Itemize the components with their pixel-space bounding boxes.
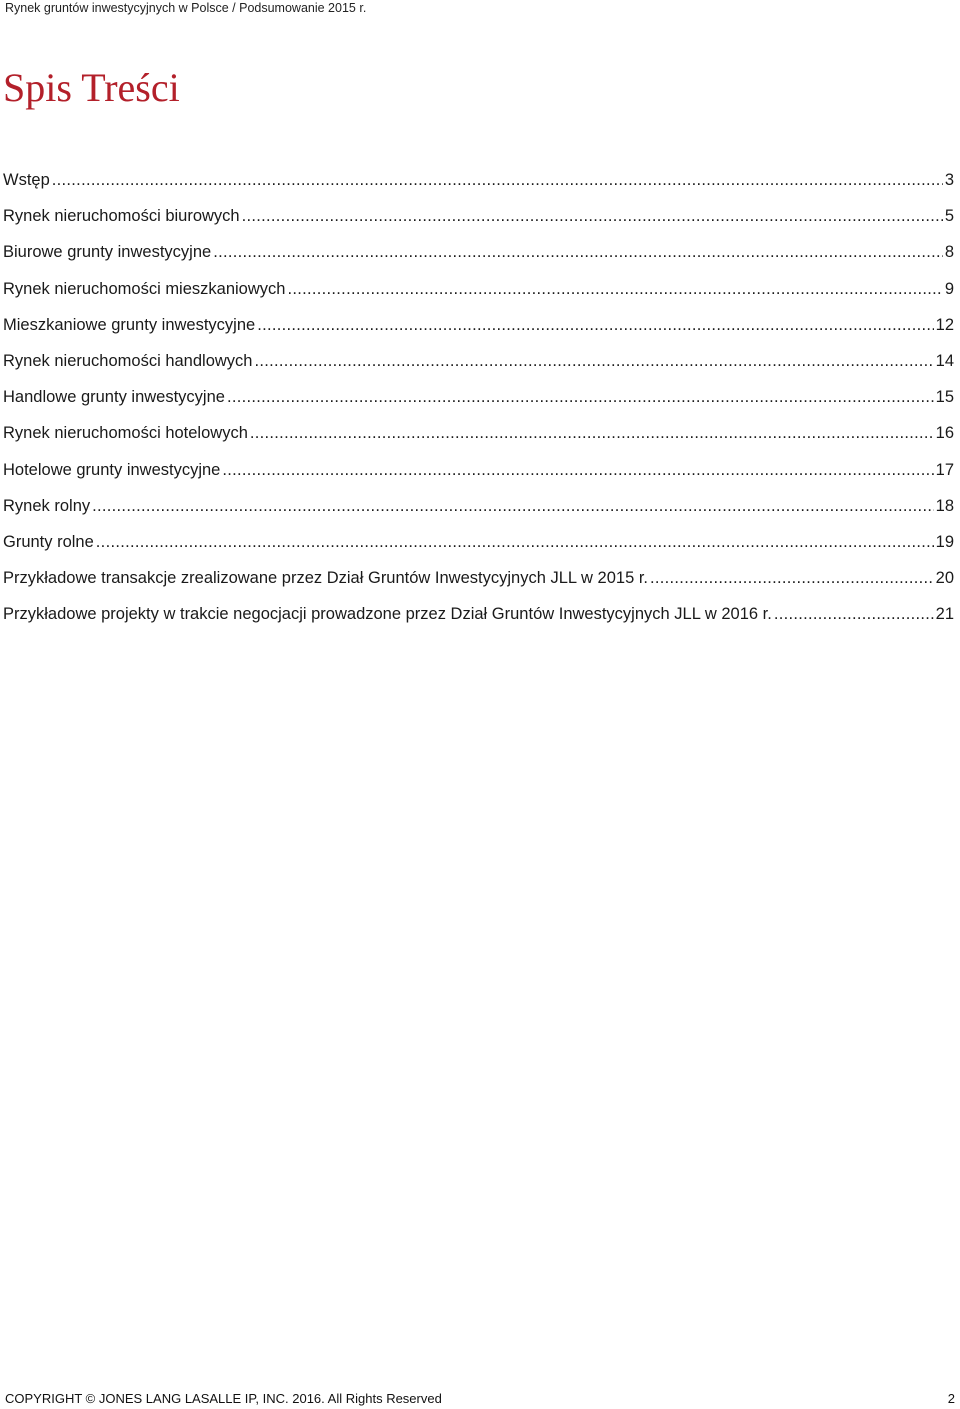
toc-dot-leader bbox=[650, 560, 934, 596]
toc-entry-label: Przykładowe transakcje zrealizowane przez Dział Gruntów Inwestycyjnych JLL w 2015 r. bbox=[3, 569, 648, 588]
toc-dot-leader bbox=[242, 198, 943, 234]
toc-dot-leader bbox=[52, 162, 943, 198]
toc-entry-label: Przykładowe projekty w trakcie negocjacji prowadzone przez Dział Gruntów Inwestycyjnych JLL w 2016 r. bbox=[3, 605, 772, 624]
toc-dot-leader bbox=[250, 415, 934, 451]
toc-entry-label: Mieszkaniowe grunty inwestycyjne bbox=[3, 315, 256, 334]
toc-entry-page: 20 bbox=[935, 569, 954, 588]
toc-dot-leader bbox=[774, 596, 934, 632]
toc-entry-page: 14 bbox=[935, 351, 954, 370]
toc-entry-page: 19 bbox=[935, 532, 954, 551]
toc-entry-page: 12 bbox=[935, 315, 954, 334]
toc-entry-page: 16 bbox=[935, 424, 954, 443]
toc-dot-leader bbox=[257, 307, 933, 343]
toc-entry-label: Rynek nieruchomości handlowych bbox=[3, 351, 253, 370]
toc-entry-page: 5 bbox=[944, 207, 954, 226]
toc-entry-label: Rynek nieruchomości hotelowych bbox=[3, 424, 248, 443]
toc-entry[interactable] bbox=[3, 415, 954, 451]
toc-entry[interactable] bbox=[3, 524, 954, 560]
page-number: 2 bbox=[947, 1391, 955, 1406]
toc-dot-leader bbox=[227, 379, 934, 415]
toc-entry[interactable] bbox=[3, 234, 954, 270]
toc-entry[interactable] bbox=[3, 560, 954, 596]
table-of-contents bbox=[3, 162, 954, 632]
toc-entry[interactable] bbox=[3, 379, 954, 415]
toc-entry-label: Grunty rolne bbox=[3, 532, 94, 551]
toc-entry-label: Handlowe grunty inwestycyjne bbox=[3, 388, 225, 407]
copyright-notice: COPYRIGHT © JONES LANG LASALLE IP, INC. 2016. All Rights Reserved bbox=[5, 1391, 442, 1406]
toc-entry[interactable] bbox=[3, 198, 954, 234]
toc-entry[interactable] bbox=[3, 343, 954, 379]
toc-entry-label: Rynek rolny bbox=[3, 496, 91, 515]
toc-entry[interactable] bbox=[3, 271, 954, 307]
toc-entry[interactable] bbox=[3, 452, 954, 488]
toc-entry-page: 15 bbox=[935, 388, 954, 407]
toc-entry-label: Rynek nieruchomości mieszkaniowych bbox=[3, 279, 286, 298]
toc-entry[interactable] bbox=[3, 596, 954, 632]
toc-entry-page: 8 bbox=[944, 243, 954, 262]
toc-entry-page: 9 bbox=[944, 279, 954, 298]
toc-dot-leader bbox=[287, 271, 942, 307]
toc-entry-label: Rynek nieruchomości biurowych bbox=[3, 207, 240, 226]
toc-entry[interactable] bbox=[3, 307, 954, 343]
toc-entry-page: 18 bbox=[935, 496, 954, 515]
running-header: Rynek gruntów inwestycyjnych w Polsce / Podsumowanie 2015 r. bbox=[5, 1, 367, 15]
page-footer bbox=[5, 1390, 955, 1408]
toc-dot-leader bbox=[213, 234, 943, 270]
toc-entry-page: 21 bbox=[935, 605, 954, 624]
toc-dot-leader bbox=[92, 488, 934, 524]
toc-entry-label: Wstęp bbox=[3, 171, 50, 189]
toc-entry-page: 3 bbox=[944, 171, 954, 189]
toc-dot-leader bbox=[222, 452, 933, 488]
page-title: Spis Treści bbox=[3, 65, 180, 110]
toc-entry[interactable] bbox=[3, 488, 954, 524]
toc-entry-label: Hotelowe grunty inwestycyjne bbox=[3, 460, 221, 479]
toc-dot-leader bbox=[254, 343, 933, 379]
toc-dot-leader bbox=[96, 524, 934, 560]
toc-entry-page: 17 bbox=[935, 460, 954, 479]
toc-entry[interactable] bbox=[3, 162, 954, 198]
toc-entry-label: Biurowe grunty inwestycyjne bbox=[3, 243, 212, 262]
